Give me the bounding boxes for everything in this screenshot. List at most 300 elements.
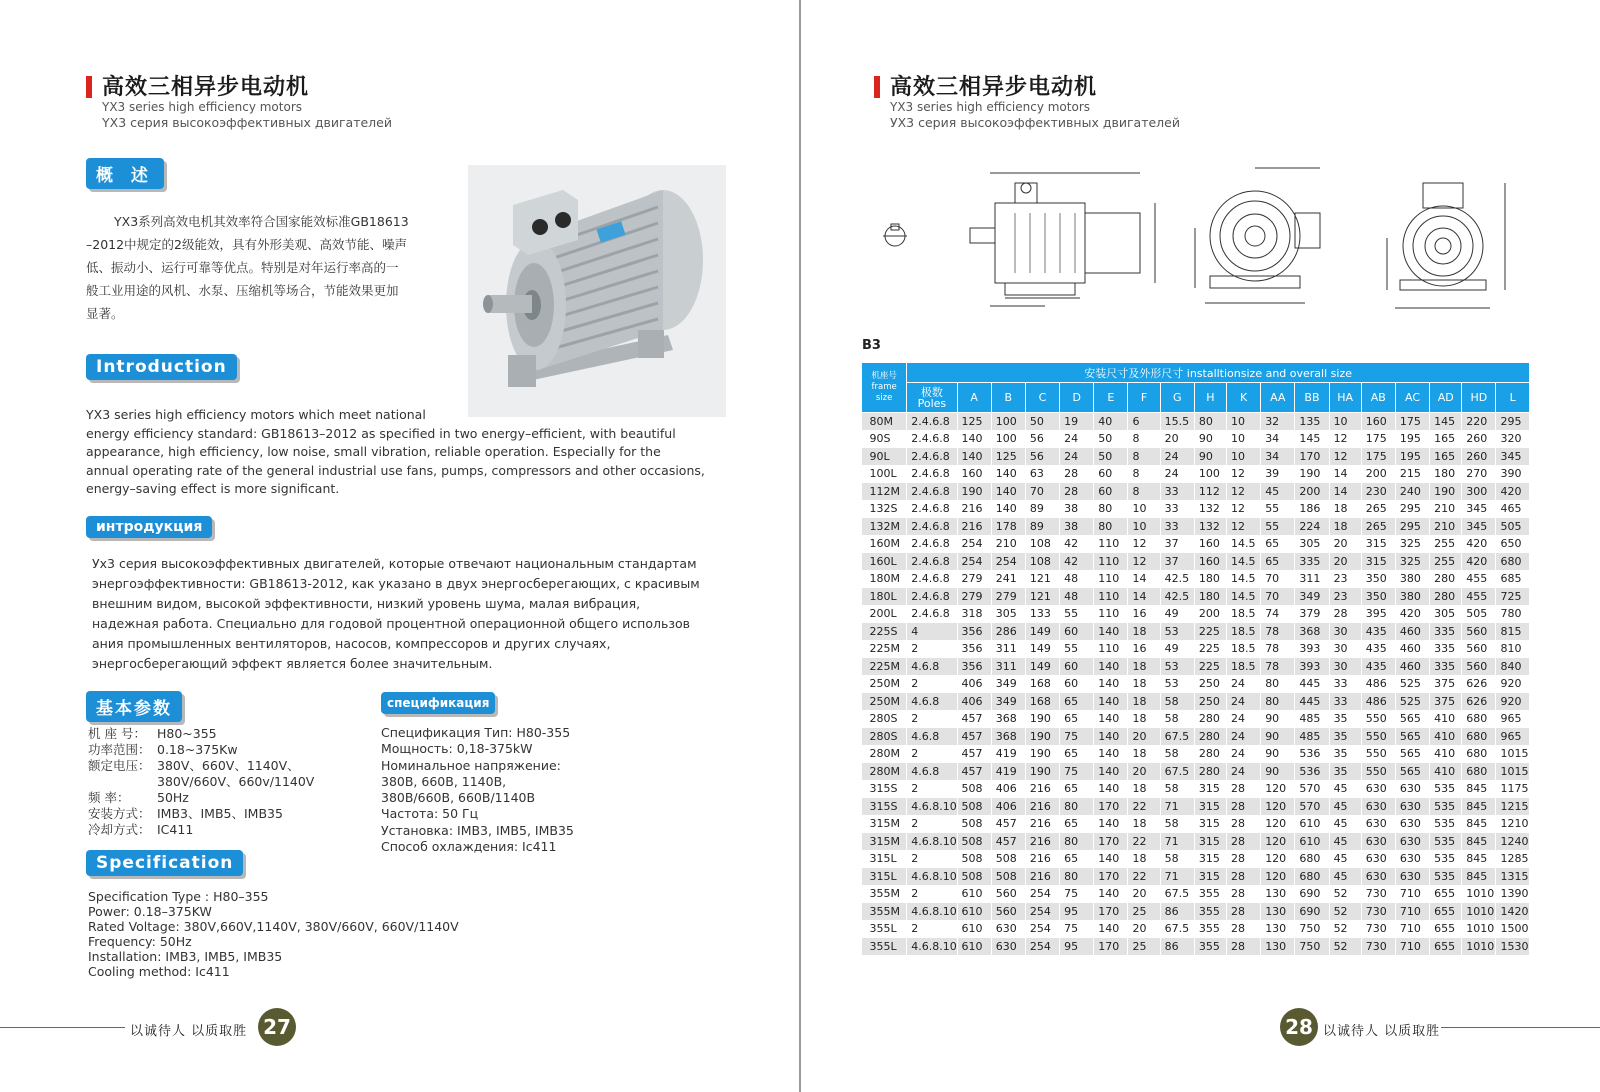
introduction-ru-text (92, 554, 742, 674)
overview-line: –2012中规定的2级能效，具有外形美观、高效节能、噪声 (86, 237, 408, 252)
table-cell: 1390 (1496, 885, 1530, 903)
basic-param-key: 频 率： (88, 790, 130, 805)
table-cell: 90 (1261, 728, 1295, 746)
front-view-drawing (1195, 168, 1320, 303)
table-cell: 140 (1094, 745, 1128, 763)
table-cell: 48 (1060, 570, 1094, 588)
table-cell: 20 (1128, 885, 1160, 903)
table-cell: 60 (1060, 658, 1094, 676)
table-cell: 175 (1361, 430, 1395, 448)
table-cell: 48 (1060, 588, 1094, 606)
column-header: G (1160, 383, 1194, 413)
table-cell: 368 (991, 710, 1025, 728)
table-cell: 845 (1462, 850, 1496, 868)
table-cell: 505 (1462, 605, 1496, 623)
table-cell: 375 (1430, 675, 1462, 693)
poles-header-cn: 极数 (920, 385, 943, 399)
basic-param-key: 安装方式： (88, 806, 151, 821)
basic-param-row (88, 822, 314, 838)
table-cell: 419 (991, 763, 1025, 781)
table-cell: 200L (862, 605, 907, 623)
table-cell: 845 (1462, 780, 1496, 798)
table-cell: 100 (991, 430, 1025, 448)
table-cell: 140 (1094, 693, 1128, 711)
table-cell: 345 (1462, 500, 1496, 518)
table-cell: 140 (1094, 920, 1128, 938)
table-cell: 56 (1025, 448, 1059, 466)
table-cell: 32 (1261, 413, 1295, 431)
table-cell: 140 (1094, 780, 1128, 798)
table-cell: 12 (1329, 448, 1361, 466)
table-cell: 460 (1395, 658, 1429, 676)
table-cell: 149 (1025, 640, 1059, 658)
table-cell: 90 (1261, 745, 1295, 763)
table-cell: 33 (1160, 500, 1194, 518)
table-cell: 145 (1295, 430, 1329, 448)
table-cell: 55 (1060, 640, 1094, 658)
table-cell: 2.4.6.8 (907, 570, 957, 588)
title-accent-bar (874, 76, 880, 98)
table-cell: 680 (1462, 763, 1496, 781)
table-cell: 965 (1496, 728, 1530, 746)
table-cell: 445 (1295, 675, 1329, 693)
footer-rule (1441, 1027, 1600, 1028)
introduction-ru-line: надежная работа. Специально для годовой процентной операционной общего использов (92, 616, 691, 631)
table-cell: 18 (1128, 780, 1160, 798)
introduction-ru-line: ания промышленных вентиляторов, насосов, компрессоров и других случаях, (92, 636, 611, 651)
table-cell: 71 (1160, 868, 1194, 886)
table-cell: 12 (1128, 535, 1160, 553)
table-cell: 18 (1128, 658, 1160, 676)
table-cell: 10 (1128, 518, 1160, 536)
table-cell: 455 (1462, 570, 1496, 588)
table-cell: 18 (1329, 518, 1361, 536)
table-cell: 180 (1430, 465, 1462, 483)
table-cell: 216 (1025, 780, 1059, 798)
table-cell: 75 (1060, 728, 1094, 746)
table-cell: 419 (991, 745, 1025, 763)
spec-ru-line: Номинальное напряжение: (381, 757, 561, 773)
table-cell: 435 (1361, 623, 1395, 641)
table-cell: 420 (1462, 535, 1496, 553)
table-cell: 315S (862, 798, 907, 816)
table-cell: 216 (1025, 868, 1059, 886)
table-cell: 80 (1060, 868, 1094, 886)
table-cell: 535 (1430, 833, 1462, 851)
poles-header-en: Poles (917, 396, 947, 410)
table-cell: 24 (1227, 693, 1261, 711)
table-cell: 486 (1361, 675, 1395, 693)
table-cell: 216 (1025, 815, 1059, 833)
table-cell: 14.5 (1227, 588, 1261, 606)
table-cell: 140 (1094, 885, 1128, 903)
table-cell: 45 (1329, 798, 1361, 816)
table-cell: 90 (1194, 430, 1226, 448)
table-cell: 630 (1361, 798, 1395, 816)
table-cell: 725 (1496, 588, 1530, 606)
footer-motto: 以诚待人 以质取胜 (1323, 1024, 1441, 1039)
table-cell: 250M (862, 693, 907, 711)
table-cell: 210 (1430, 518, 1462, 536)
table-cell: 70 (1025, 483, 1059, 501)
table-cell: 37 (1160, 535, 1194, 553)
table-cell: 18 (1128, 710, 1160, 728)
table-cell: 535 (1430, 868, 1462, 886)
table-cell: 78 (1261, 623, 1295, 641)
table-cell: 71 (1160, 798, 1194, 816)
overview-line: 般工业用途的风机、水泵、压缩机等场合，节能效果更加 (86, 283, 399, 298)
table-cell: 20 (1128, 728, 1160, 746)
table-cell: 75 (1060, 763, 1094, 781)
table-cell: 14.5 (1227, 553, 1261, 571)
table-cell: 680 (1462, 728, 1496, 746)
spec-ru-list (381, 725, 574, 855)
table-cell: 53 (1160, 623, 1194, 641)
table-cell: 24 (1160, 448, 1194, 466)
table-cell: 38 (1060, 500, 1094, 518)
table-row (862, 500, 1530, 518)
table-cell: 165 (1430, 430, 1462, 448)
table-cell: 311 (991, 640, 1025, 658)
table-row (862, 623, 1530, 641)
basic-param-key: 冷却方式： (88, 822, 151, 837)
table-row (862, 570, 1530, 588)
table-cell: 750 (1295, 938, 1329, 956)
table-cell: 318 (957, 605, 991, 623)
table-cell: 18.5 (1227, 623, 1261, 641)
table-cell: 80 (1060, 798, 1094, 816)
frame-size-header-cn: 机座号 (871, 371, 897, 381)
table-cell: 630 (1395, 850, 1429, 868)
table-row (862, 710, 1530, 728)
table-cell: 345 (1462, 518, 1496, 536)
specification-line: Specification Type : H80–355 (88, 889, 269, 904)
table-cell: 10 (1227, 448, 1261, 466)
table-cell: 626 (1462, 693, 1496, 711)
table-cell: 140 (991, 483, 1025, 501)
table-cell: 395 (1361, 605, 1395, 623)
page-title-en: YX3 series high efficiency motors (102, 100, 303, 114)
table-cell: 1420 (1496, 903, 1530, 921)
table-cell: 14 (1128, 588, 1160, 606)
table-cell: 89 (1025, 500, 1059, 518)
table-cell: 508 (957, 833, 991, 851)
table-cell: 570 (1295, 798, 1329, 816)
table-cell: 626 (1462, 675, 1496, 693)
table-cell: 4.6.8 (907, 728, 957, 746)
spec-ru-line: Мощность: 0,18-375kW (381, 741, 533, 757)
table-cell: 280 (1194, 728, 1226, 746)
frame-size-header-en: frame size (871, 382, 897, 403)
table-cell: 560 (1462, 658, 1496, 676)
table-cell: 4.6.8.10 (907, 798, 957, 816)
table-cell: 140 (957, 448, 991, 466)
table-row (862, 658, 1530, 676)
table-cell: 565 (1395, 710, 1429, 728)
table-cell: 42.5 (1160, 588, 1194, 606)
table-cell: 100L (862, 465, 907, 483)
table-row (862, 745, 1530, 763)
table-cell: 4.6.8.10 (907, 868, 957, 886)
table-cell: 168 (1025, 675, 1059, 693)
table-cell: 90 (1261, 710, 1295, 728)
table-cell: 730 (1361, 920, 1395, 938)
table-cell: 8 (1128, 465, 1160, 483)
table-cell: 140 (1094, 675, 1128, 693)
table-cell: 135 (1295, 413, 1329, 431)
table-cell: 630 (1395, 780, 1429, 798)
table-cell: 279 (957, 588, 991, 606)
table-row (862, 938, 1530, 956)
table-cell: 180M (862, 570, 907, 588)
table-cell: 12 (1227, 483, 1261, 501)
table-cell: 50 (1094, 430, 1128, 448)
table-cell: 170 (1094, 938, 1128, 956)
table-cell: 45 (1329, 850, 1361, 868)
table-cell: 12 (1329, 430, 1361, 448)
table-cell: 280 (1194, 763, 1226, 781)
spec-ru-line: Частота: 50 Гц (381, 806, 479, 822)
table-cell: 18 (1128, 693, 1160, 711)
table-cell: 125 (991, 448, 1025, 466)
table-cell: 355L (862, 938, 907, 956)
table-cell: 132S (862, 500, 907, 518)
table-cell: 280 (1194, 745, 1226, 763)
introduction-ru-line: Ух3 серия высокоэффективных двигателей, которые отвечают национальным стандартам (92, 556, 697, 571)
table-cell: 80 (1060, 833, 1094, 851)
table-cell: 16 (1128, 640, 1160, 658)
table-cell: 160M (862, 535, 907, 553)
table-cell: 35 (1329, 763, 1361, 781)
table-group-header: 安装尺寸及外形尺寸 installtionsize and overall size (907, 363, 1530, 383)
table-cell: 18 (1128, 675, 1160, 693)
table-cell: 690 (1295, 885, 1329, 903)
table-cell: 710 (1395, 920, 1429, 938)
table-cell: 80 (1194, 413, 1226, 431)
table-cell: 65 (1060, 815, 1094, 833)
table-cell: 1500 (1496, 920, 1530, 938)
table-cell: 2.4.6.8 (907, 500, 957, 518)
table-cell: 265 (1361, 500, 1395, 518)
table-cell: 24 (1227, 710, 1261, 728)
basic-param-value: H80~355 (157, 726, 217, 741)
table-cell: 280 (1194, 710, 1226, 728)
table-cell: 112 (1194, 483, 1226, 501)
table-cell: 95 (1060, 938, 1094, 956)
table-cell: 30 (1329, 640, 1361, 658)
table-cell: 25 (1128, 938, 1160, 956)
table-cell: 67.5 (1160, 885, 1194, 903)
table-cell: 52 (1329, 885, 1361, 903)
basic-param-value: 380V、660V、1140V、 (157, 758, 300, 773)
table-cell: 38 (1060, 518, 1094, 536)
table-cell: 60 (1094, 465, 1128, 483)
table-cell: 140 (1094, 728, 1128, 746)
table-cell: 28 (1227, 920, 1261, 938)
table-cell: 1010 (1462, 885, 1496, 903)
table-cell: 254 (957, 553, 991, 571)
table-cell: 610 (957, 938, 991, 956)
table-cell: 24 (1227, 675, 1261, 693)
table-cell: 6 (1128, 413, 1160, 431)
table-cell: 560 (1462, 640, 1496, 658)
table-cell: 50 (1025, 413, 1059, 431)
basic-param-row (88, 806, 314, 822)
table-cell: 224 (1295, 518, 1329, 536)
table-cell: 2 (907, 640, 957, 658)
table-cell: 58 (1160, 850, 1194, 868)
table-cell: 140 (991, 500, 1025, 518)
table-cell: 241 (991, 570, 1025, 588)
table-row (862, 833, 1530, 851)
table-cell: 216 (1025, 798, 1059, 816)
table-cell: 80 (1094, 500, 1128, 518)
table-cell: 14.5 (1227, 535, 1261, 553)
table-cell: 485 (1295, 710, 1329, 728)
column-header: AD (1430, 383, 1462, 413)
table-cell: 165 (1430, 448, 1462, 466)
table-cell: 190 (1430, 483, 1462, 501)
page-title-ru: УХ3 серия высокоэффективных двигателей (890, 115, 1180, 130)
table-cell: 535 (1430, 850, 1462, 868)
table-cell: 280M (862, 745, 907, 763)
table-cell: 20 (1160, 430, 1194, 448)
table-cell: 70 (1261, 570, 1295, 588)
table-cell: 220 (1462, 413, 1496, 431)
table-cell: 28 (1227, 780, 1261, 798)
table-cell: 630 (1395, 815, 1429, 833)
table-cell: 810 (1496, 640, 1530, 658)
table-cell: 508 (957, 850, 991, 868)
table-cell: 315 (1194, 833, 1226, 851)
table-cell: 355M (862, 903, 907, 921)
table-cell: 70 (1261, 588, 1295, 606)
spec-ru-line: Установка: IMB3, IMB5, IMB35 (381, 822, 574, 838)
table-cell: 30 (1329, 623, 1361, 641)
table-cell: 216 (957, 518, 991, 536)
table-cell: 52 (1329, 938, 1361, 956)
table-cell: 130 (1261, 903, 1295, 921)
table-cell: 28 (1227, 833, 1261, 851)
table-cell: 315L (862, 850, 907, 868)
table-cell: 50 (1094, 448, 1128, 466)
table-cell: 560 (1462, 623, 1496, 641)
specification-heading: Specification (86, 850, 243, 876)
table-cell: 255 (1430, 535, 1462, 553)
table-cell: 63 (1025, 465, 1059, 483)
table-cell: 420 (1462, 553, 1496, 571)
table-cell: 45 (1261, 483, 1295, 501)
table-cell: 2.4.6.8 (907, 430, 957, 448)
introduction-line: energy efficiency standard: GB18613–2012 as specified in two energy–efficient, with beautiful (86, 425, 676, 441)
table-cell: 406 (957, 675, 991, 693)
column-header: HA (1329, 383, 1361, 413)
table-cell: 393 (1295, 658, 1329, 676)
table-cell: 355 (1194, 903, 1226, 921)
table-cell: 18 (1128, 745, 1160, 763)
table-cell: 349 (1295, 588, 1329, 606)
table-cell: 4 (907, 623, 957, 641)
table-cell: 130 (1261, 938, 1295, 956)
column-header: A (957, 383, 991, 413)
table-cell: 180L (862, 588, 907, 606)
table-cell: 356 (957, 640, 991, 658)
table-cell: 28 (1227, 815, 1261, 833)
table-cell: 28 (1227, 903, 1261, 921)
table-cell: 160 (1361, 413, 1395, 431)
table-cell: 90S (862, 430, 907, 448)
table-cell: 335 (1430, 658, 1462, 676)
table-cell: 1530 (1496, 938, 1530, 956)
table-cell: 4.6.8.10 (907, 938, 957, 956)
table-cell: 845 (1462, 815, 1496, 833)
table-cell: 45 (1329, 833, 1361, 851)
table-cell: 2.4.6.8 (907, 518, 957, 536)
table-cell: 250 (1194, 693, 1226, 711)
table-cell: 80 (1261, 675, 1295, 693)
table-cell: 780 (1496, 605, 1530, 623)
table-cell: 55 (1261, 500, 1295, 518)
table-cell: 145 (1430, 413, 1462, 431)
basic-param-key: 功率范围： (88, 742, 151, 757)
table-cell: 34 (1261, 430, 1295, 448)
table-cell: 140 (1094, 710, 1128, 728)
table-cell: 18.5 (1227, 640, 1261, 658)
table-cell: 28 (1060, 465, 1094, 483)
table-cell: 132 (1194, 500, 1226, 518)
table-cell: 24 (1227, 728, 1261, 746)
table-cell: 4.6.8 (907, 658, 957, 676)
table-cell: 75 (1060, 885, 1094, 903)
table-cell: 120 (1261, 833, 1295, 851)
table-cell: 349 (991, 693, 1025, 711)
table-cell: 225M (862, 658, 907, 676)
page-title-cn: 高效三相异步电动机 (890, 75, 1098, 100)
table-cell: 368 (991, 728, 1025, 746)
table-cell: 170 (1094, 868, 1128, 886)
table-cell: 65 (1060, 780, 1094, 798)
introduction-ru-line: внешним видом, высокой эффективности, низкий уровень шума, малая вибрация, (92, 596, 641, 611)
column-header: B (991, 383, 1025, 413)
basic-param-row (88, 742, 314, 758)
table-cell: 2.4.6.8 (907, 413, 957, 431)
table-row (862, 465, 1530, 483)
motor-dimension-drawing (865, 158, 1555, 323)
basic-param-row (88, 790, 314, 806)
table-cell: 254 (957, 535, 991, 553)
table-cell: 685 (1496, 570, 1530, 588)
table-cell: 2.4.6.8 (907, 588, 957, 606)
table-cell: 445 (1295, 693, 1329, 711)
table-cell: 52 (1329, 920, 1361, 938)
table-cell: 254 (1025, 920, 1059, 938)
table-cell: 4.6.8.10 (907, 833, 957, 851)
table-cell: 20 (1329, 535, 1361, 553)
table-row (862, 693, 1530, 711)
table-cell: 10 (1227, 430, 1261, 448)
column-header: HD (1462, 383, 1496, 413)
table-cell: 355M (862, 885, 907, 903)
table-cell: 65 (1060, 693, 1094, 711)
table-row (862, 413, 1530, 431)
table-cell: 710 (1395, 885, 1429, 903)
table-cell: 610 (957, 903, 991, 921)
table-cell: 315 (1361, 535, 1395, 553)
table-cell: 410 (1430, 710, 1462, 728)
basic-param-value: IMB3、IMB5、IMB35 (157, 806, 283, 821)
page-title-en: YX3 series high efficiency motors (890, 100, 1091, 114)
table-cell: 39 (1261, 465, 1295, 483)
